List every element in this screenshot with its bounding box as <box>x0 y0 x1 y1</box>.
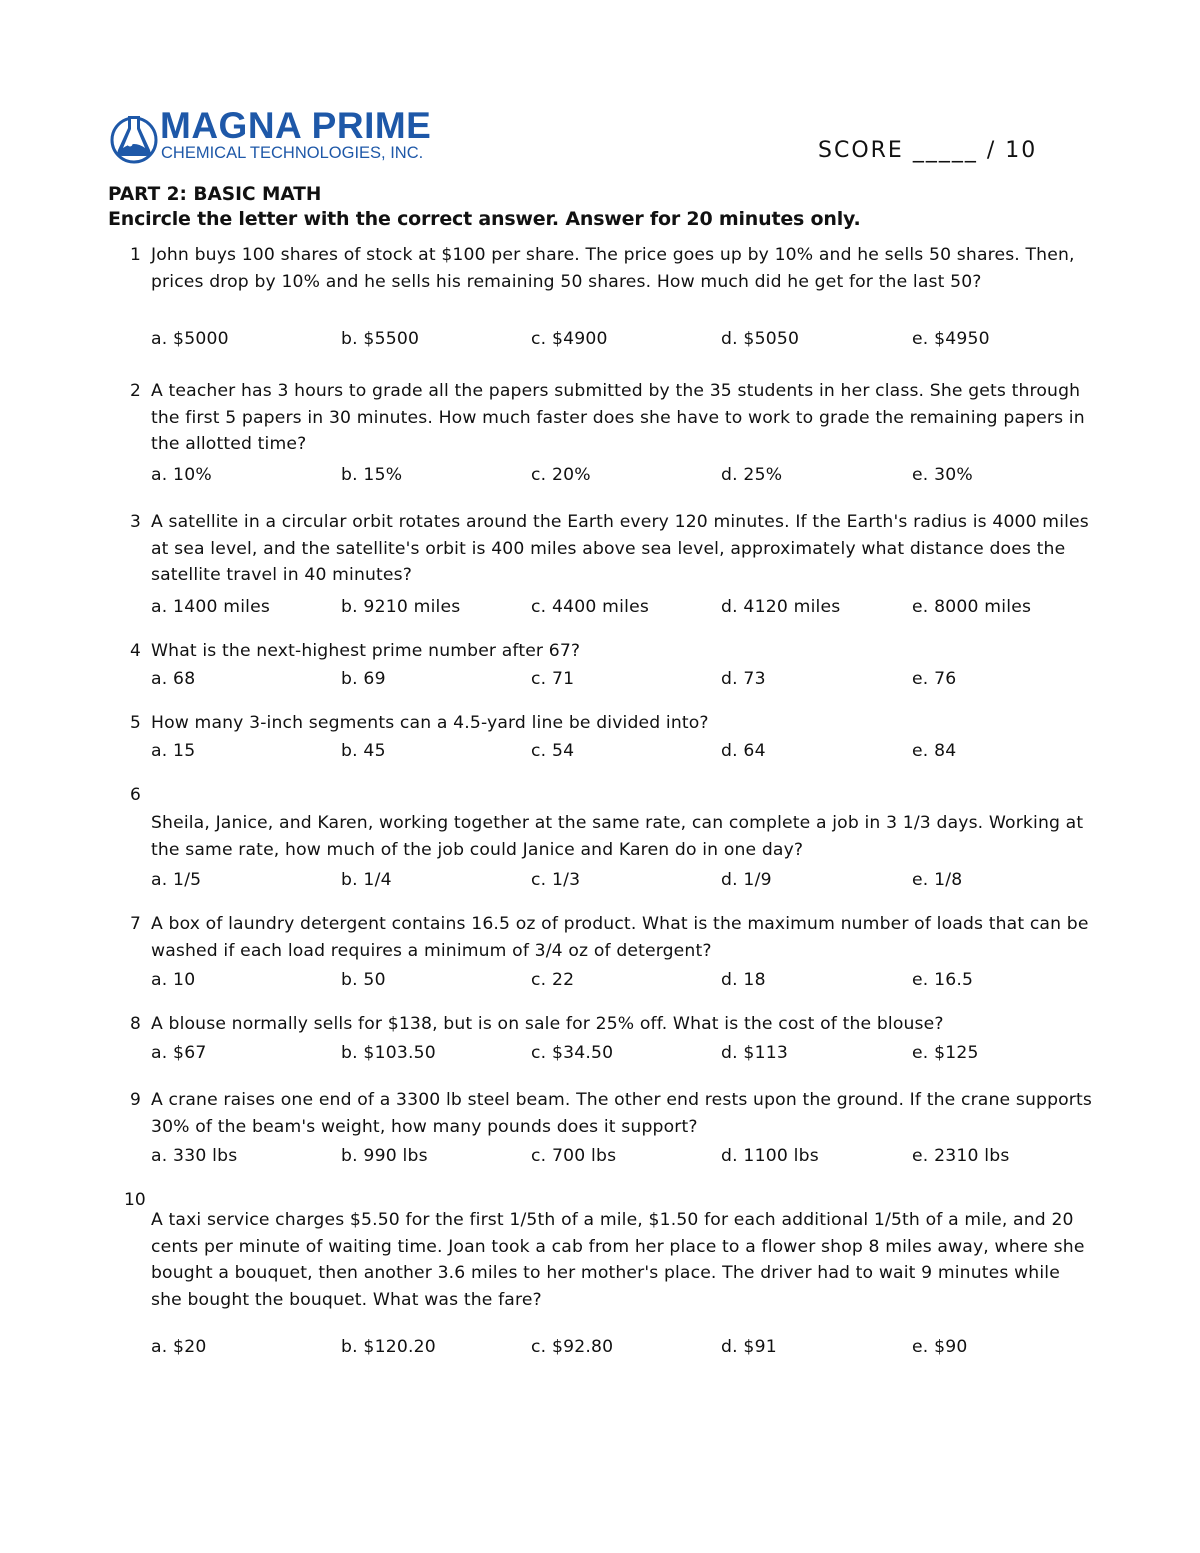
answer-options <box>151 666 1111 692</box>
question-text: A satellite in a circular orbit rotates around the Earth every 120 minutes. If the Earth's radius is 4000 miles at sea level, and the satellite's orbit is 400 miles above sea level, approximately what distance does the satellite travel in 40 minutes? <box>151 512 1089 585</box>
option-c[interactable]: c. 20% <box>531 465 591 485</box>
option-b[interactable]: b. $5500 <box>341 329 420 349</box>
question-number: 3 <box>130 512 141 532</box>
answer-options <box>151 967 1111 993</box>
question-number: 7 <box>130 914 141 934</box>
option-a[interactable]: a. $20 <box>151 1337 207 1357</box>
option-e[interactable]: e. 1/8 <box>912 870 963 890</box>
option-d[interactable]: d. 1100 lbs <box>721 1146 819 1166</box>
option-e[interactable]: e. 16.5 <box>912 970 974 990</box>
company-logo <box>108 105 503 166</box>
option-d[interactable]: d. 73 <box>721 669 766 689</box>
option-a[interactable]: a. 10% <box>151 465 212 485</box>
option-d[interactable]: d. 4120 miles <box>721 597 841 617</box>
question-number: 8 <box>130 1014 141 1034</box>
option-e[interactable]: e. 84 <box>912 741 957 761</box>
option-b[interactable]: b. 9210 miles <box>341 597 461 617</box>
option-a[interactable]: a. 68 <box>151 669 196 689</box>
answer-options <box>151 738 1111 764</box>
option-b[interactable]: b. 1/4 <box>341 870 392 890</box>
option-d[interactable]: d. $91 <box>721 1337 777 1357</box>
option-c[interactable]: c. 1/3 <box>531 870 581 890</box>
option-d[interactable]: d. 25% <box>721 465 783 485</box>
option-b[interactable]: b. 15% <box>341 465 403 485</box>
question-text: A crane raises one end of a 3300 lb steel beam. The other end rests upon the ground. If the crane supports 30% of the beam's weight, how many pounds does it support? <box>151 1090 1093 1137</box>
option-a[interactable]: a. 10 <box>151 970 196 990</box>
question-text: Sheila, Janice, and Karen, working together at the same rate, can complete a job in 3 1/3 days. Working at the same rate, how much of the job could Janice and Karen do in one day? <box>151 813 1084 860</box>
question-text: A taxi service charges $5.50 for the first 1/5th of a mile, $1.50 for each additional 1/5th of a mile, and 20 cents per minute of waiting time. Joan took a cab from her place to a flower shop 8 miles away, where she bought a bouquet, then another 3.6 miles to her mother's place. The driver had to wait 9 minutes while she bought the bouquet. What was the fare? <box>151 1210 1085 1310</box>
question-text: A blouse normally sells for $138, but is on sale for 25% off. What is the cost of the blouse? <box>151 1014 944 1034</box>
question-text: A teacher has 3 hours to grade all the papers submitted by the 35 students in her class. She gets through the first 5 papers in 30 minutes. How much faster does she have to work to grade the remaining papers in the allotted time? <box>151 381 1085 454</box>
option-c[interactable]: c. $92.80 <box>531 1337 614 1357</box>
option-a[interactable]: a. 15 <box>151 741 196 761</box>
answer-options <box>151 594 1111 620</box>
question-number: 4 <box>130 641 141 661</box>
option-b[interactable]: b. $120.20 <box>341 1337 436 1357</box>
option-d[interactable]: d. $113 <box>721 1043 788 1063</box>
logo-title: MAGNA PRIME <box>160 105 432 146</box>
option-d[interactable]: d. 1/9 <box>721 870 772 890</box>
option-b[interactable]: b. 990 lbs <box>341 1146 428 1166</box>
option-a[interactable]: a. 330 lbs <box>151 1146 238 1166</box>
logo-subtitle: CHEMICAL TECHNOLOGIES, INC. <box>161 144 424 162</box>
option-d[interactable]: d. 64 <box>721 741 766 761</box>
option-a[interactable]: a. $5000 <box>151 329 229 349</box>
answer-options <box>151 1143 1111 1169</box>
question-text: What is the next-highest prime number after 67? <box>151 641 581 661</box>
answer-options <box>151 1040 1111 1066</box>
score-field: SCORE _____ / 10 <box>818 138 1038 163</box>
option-a[interactable]: a. $67 <box>151 1043 207 1063</box>
option-d[interactable]: d. 18 <box>721 970 766 990</box>
option-b[interactable]: b. 69 <box>341 669 386 689</box>
answer-options <box>151 326 1111 352</box>
answer-options <box>151 867 1111 893</box>
option-b[interactable]: b. 45 <box>341 741 386 761</box>
option-e[interactable]: e. $4950 <box>912 329 990 349</box>
part-title: PART 2: BASIC MATH <box>108 184 322 205</box>
answer-options <box>151 1334 1111 1360</box>
question-text: John buys 100 shares of stock at $100 per share. The price goes up by 10% and he sells 50 shares. Then, prices drop by 10% and he sells his remaining 50 shares. How much did he get for the last 50? <box>151 245 1075 292</box>
option-e[interactable]: e. 76 <box>912 669 957 689</box>
option-e[interactable]: e. $125 <box>912 1043 979 1063</box>
option-e[interactable]: e. 30% <box>912 465 973 485</box>
question-number: 9 <box>130 1090 141 1110</box>
question-number: 2 <box>130 381 141 401</box>
option-e[interactable]: e. 2310 lbs <box>912 1146 1010 1166</box>
option-b[interactable]: b. $103.50 <box>341 1043 436 1063</box>
option-a[interactable]: a. 1400 miles <box>151 597 271 617</box>
option-a[interactable]: a. 1/5 <box>151 870 202 890</box>
option-c[interactable]: c. 71 <box>531 669 575 689</box>
option-d[interactable]: d. $5050 <box>721 329 800 349</box>
flask-logo-icon <box>108 110 160 164</box>
instructions: Encircle the letter with the correct answer. Answer for 20 minutes only. <box>108 208 861 230</box>
option-e[interactable]: e. $90 <box>912 1337 968 1357</box>
option-c[interactable]: c. 4400 miles <box>531 597 650 617</box>
question-text: A box of laundry detergent contains 16.5 oz of product. What is the maximum number of loads that can be washed if each load requires a minimum of 3/4 oz of detergent? <box>151 914 1089 961</box>
option-c[interactable]: c. 700 lbs <box>531 1146 617 1166</box>
option-c[interactable]: c. $34.50 <box>531 1043 614 1063</box>
option-e[interactable]: e. 8000 miles <box>912 597 1032 617</box>
question-number: 1 <box>130 245 141 265</box>
question-number: 6 <box>130 785 141 805</box>
option-b[interactable]: b. 50 <box>341 970 386 990</box>
question-text: How many 3-inch segments can a 4.5-yard line be divided into? <box>151 713 709 733</box>
option-c[interactable]: c. $4900 <box>531 329 608 349</box>
question-number: 5 <box>130 713 141 733</box>
answer-options <box>151 462 1111 488</box>
option-c[interactable]: c. 54 <box>531 741 575 761</box>
option-c[interactable]: c. 22 <box>531 970 575 990</box>
question-number: 10 <box>124 1190 146 1210</box>
